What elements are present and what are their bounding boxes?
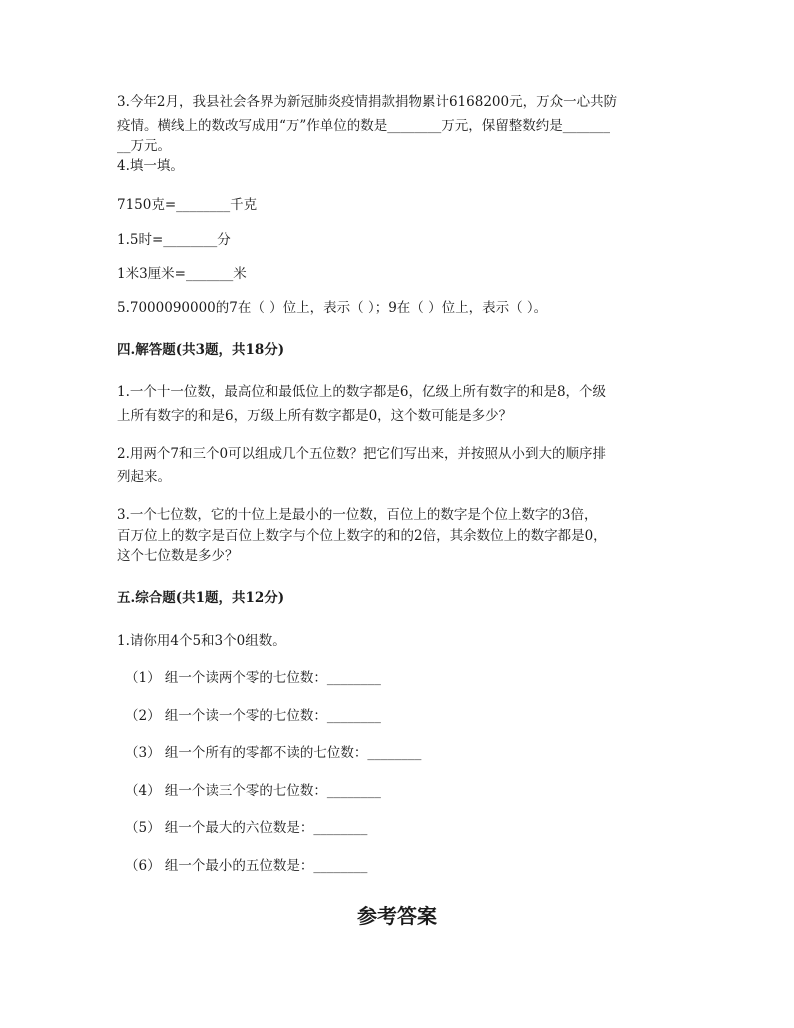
answers-title: 参考答案 xyxy=(357,904,437,928)
q4-row-1: 7150克=________千克 xyxy=(117,197,258,213)
q5-text: 5.7000090000的7在（ ）位上，表示（ ）；9在（ ）位上，表示（ ）。 xyxy=(117,300,548,316)
problem2-line-2: 列起来。 xyxy=(117,469,171,485)
problem1-line-2: 上所有数字的和是6，万级上所有数字都是0，这个数可能是多少？ xyxy=(117,408,513,424)
q3-line-3: __万元。 xyxy=(117,138,171,154)
problem2-line-1: 2.用两个7和三个0可以组成几个五位数？把它们写出来，并按照从小到大的顺序排 xyxy=(117,446,607,462)
combo-item-5: （5） 组一个最大的六位数是：________ xyxy=(125,820,368,836)
combo-item-4: （4） 组一个读三个零的七位数：________ xyxy=(125,783,381,799)
q4-header: 4.填一填。 xyxy=(117,158,184,174)
q3-line-1: 3.今年2月，我县社会各界为新冠肺炎疫情捐款捐物累计6168200元，万众一心共防 xyxy=(117,94,618,110)
combo-item-6: （6） 组一个最小的五位数是：________ xyxy=(125,858,368,874)
combo-item-2: （2） 组一个读一个零的七位数：________ xyxy=(125,708,381,724)
section4-heading: 四.解答题(共3题，共18分) xyxy=(117,342,285,358)
problem3-line-1: 3.一个七位数，它的十位上是最小的一位数，百位上的数字是个位上数字的3倍， xyxy=(117,507,598,523)
q4-row-3: 1米3厘米=_______米 xyxy=(117,266,247,282)
combo-item-1: （1） 组一个读两个零的七位数：________ xyxy=(125,670,381,686)
section5-heading: 五.综合题(共1题，共12分) xyxy=(117,590,285,606)
problem3-line-3: 这个七位数是多少？ xyxy=(117,548,239,564)
problem3-line-2: 百万位上的数字是百位上数字与个位上数字的和的2倍，其余数位上的数字都是0， xyxy=(117,528,607,544)
section5-intro: 1.请你用4个5和3个0组数。 xyxy=(117,633,286,649)
q3-line-2: 疫情。横线上的数改写成用“万”作单位的数是________万元，保留整数约是_______ xyxy=(117,118,611,134)
problem1-line-1: 1.一个十一位数，最高位和最低位上的数字都是6，亿级上所有数字的和是8，个级 xyxy=(117,384,607,400)
combo-item-3: （3） 组一个所有的零都不读的七位数：________ xyxy=(125,745,422,761)
q4-row-2: 1.5时=________分 xyxy=(117,232,231,248)
